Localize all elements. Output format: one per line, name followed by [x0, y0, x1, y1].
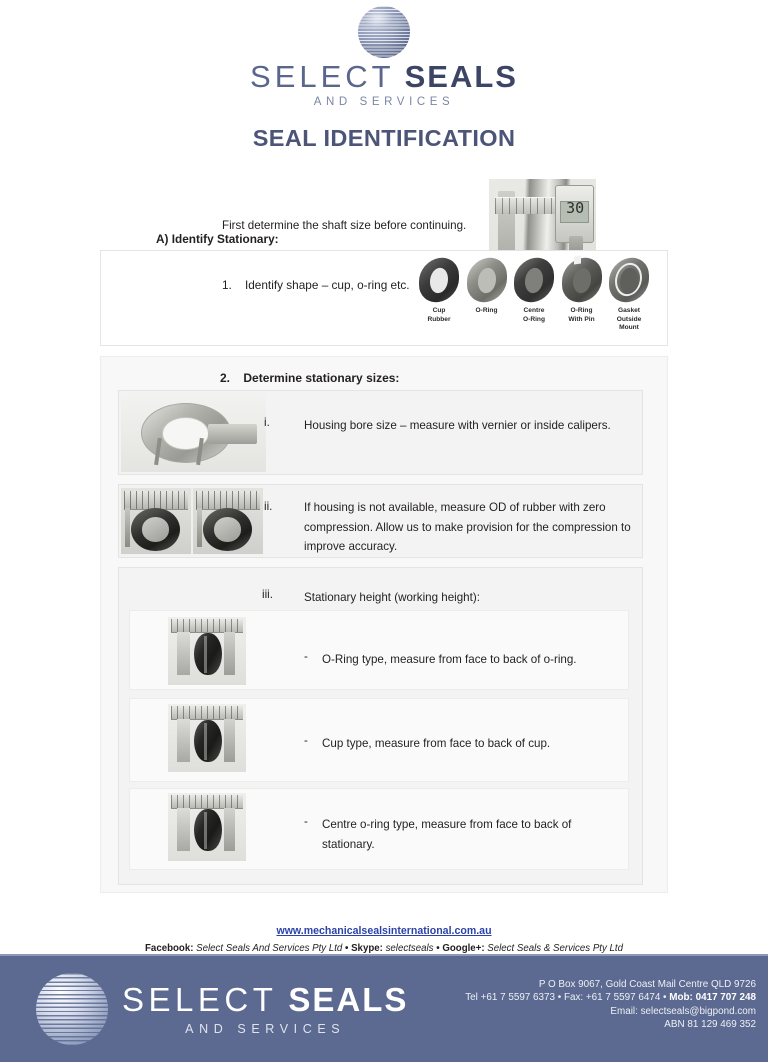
footer-brand-part2: SEALS: [288, 980, 409, 1018]
footer-brand-tagline: AND SERVICES: [185, 1021, 346, 1036]
caliper-right-arm: [224, 632, 235, 676]
height-bullet-3-text: Centre o-ring type, measure from face to back of stationary.: [322, 818, 572, 851]
seal-type-caption: [568, 307, 594, 324]
centre-o-ring-seal-photo: [514, 258, 554, 302]
footer-brand-logo: [36, 973, 408, 1045]
item-ii-marker: ii.: [264, 500, 273, 513]
seal-caption-line2: Rubber: [427, 315, 451, 323]
o-ring-seal-photo: [467, 258, 507, 302]
sphere-logo-icon: [358, 6, 410, 58]
seal-type-item: [466, 258, 508, 316]
footer-abn: ABN 81 129 469 352: [664, 1019, 756, 1031]
height-bullet-1-text: O-Ring type, measure from face to back of o-ring.: [322, 653, 577, 666]
sphere-gloss: [364, 9, 393, 27]
step1-number: 1.: [222, 278, 232, 292]
caliper-beam: [171, 795, 243, 809]
brand-wordmark: [250, 61, 518, 92]
caliper-beam: [171, 706, 243, 720]
seal-caption-line2: Outside Mount: [616, 315, 642, 331]
intro-text: First determine the shaft size before continuing.: [222, 219, 467, 232]
caliper-lcd-screen: [560, 201, 589, 223]
seal-caption-line1: Cup: [432, 307, 446, 314]
cup-height-measurement-photo: [168, 704, 246, 772]
brand-logo: [0, 6, 768, 108]
footer-links: [0, 921, 768, 954]
height-bullet-1-dash: -: [304, 650, 308, 663]
caliper-left-arm: [177, 808, 189, 852]
step2-label: [220, 371, 399, 385]
footer-phone-line: [465, 991, 756, 1004]
rubber-photo-right: [193, 488, 263, 554]
item-iii-text: Stationary height (working height):: [304, 591, 480, 604]
seal-type-item: [418, 258, 460, 324]
section-a-heading: A) Identify Stationary:: [156, 232, 279, 246]
seal-caption-line1: O-Ring: [475, 307, 498, 314]
step2-number: 2.: [220, 371, 231, 385]
separator-1: •: [344, 943, 349, 954]
rubber-seal-shape: [203, 508, 252, 552]
centre-o-ring-height-measurement-photo: [168, 793, 246, 861]
caliper-body: [208, 424, 257, 444]
footer-brand-part1: SELECT: [122, 980, 278, 1018]
separator-2: •: [436, 943, 440, 954]
google-label: Google+:: [442, 943, 485, 954]
footer-contact-block: [465, 978, 756, 1032]
item-ii-text: If housing is not available, measure OD of rubber with zero compression. Allow us to make provision for the compression to improve accuracy.: [304, 501, 631, 553]
caliper-scale-ticks: [171, 619, 243, 632]
footer-wordmark: [122, 980, 409, 1036]
step2-text: Determine stationary sizes:: [243, 371, 400, 385]
seal-type-gallery: [418, 258, 650, 338]
seal-type-item: [608, 258, 650, 333]
step1-text: Identify shape – cup, o-ring etc.: [244, 278, 410, 292]
footer-email: Email: selectseals@bigpond.com: [610, 1005, 756, 1017]
facebook-value: Select Seals And Services Pty Ltd: [196, 943, 343, 954]
seal-type-caption: [608, 307, 650, 333]
housing-bore-caliper-photo: [121, 394, 266, 472]
caliper-scale-ticks: [171, 706, 243, 719]
seal-type-caption: [476, 307, 498, 316]
seal-type-item: [561, 258, 603, 324]
seal-type-caption: [523, 307, 545, 324]
footer-tel-fax: Tel +61 7 5597 6373 • Fax: +61 7 5597 6474 •: [465, 992, 670, 1004]
height-bullet-2-dash: -: [304, 734, 308, 747]
seal-stationary-shape: [194, 720, 222, 762]
rubber-od-measurement-photo: [121, 488, 263, 554]
caliper-scale-ticks: [196, 491, 260, 510]
caliper-jaw: [125, 508, 130, 548]
gasket-outside-mount-seal-photo: [609, 258, 649, 302]
seal-stationary-shape: [194, 633, 222, 675]
caliper-scale-ticks: [124, 491, 188, 510]
caliper-right-arm: [224, 719, 235, 763]
o-ring-with-pin-seal-photo: [562, 258, 602, 302]
caliper-right-arm: [224, 808, 235, 852]
social-line: [0, 943, 768, 954]
caliper-left-arm: [177, 719, 189, 763]
step1-label: [222, 278, 410, 292]
seal-type-item: [513, 258, 555, 324]
seal-caption-line1: Centre: [523, 307, 545, 314]
caliper-beam: [171, 619, 243, 633]
brand-tagline: AND SERVICES: [313, 96, 455, 108]
seal-stationary-shape: [194, 809, 222, 851]
seal-type-caption: [427, 307, 450, 324]
page-header: [0, 0, 768, 152]
caliper-left-arm: [177, 632, 189, 676]
skype-label: Skype:: [351, 943, 383, 954]
o-ring-height-measurement-photo: [168, 617, 246, 685]
caliper-jaw: [197, 508, 202, 548]
sphere-logo-icon: [36, 973, 108, 1045]
website-link[interactable]: www.mechanicalsealsinternational.com.au: [276, 925, 492, 937]
brand-name-part1: SELECT: [250, 59, 395, 94]
seal-caption-line1: O-Ring: [570, 307, 593, 314]
rubber-seal-shape: [131, 508, 180, 552]
caliper-scale-ticks: [171, 795, 243, 808]
footer-address: P O Box 9067, Gold Coast Mail Centre QLD 9726: [538, 979, 756, 990]
google-value: Select Seals & Services Pty Ltd: [487, 943, 623, 954]
height-bullet-2-text: Cup type, measure from face to back of cup.: [322, 737, 551, 750]
footer-bar: [0, 956, 768, 1062]
caliper-display-housing: [555, 185, 594, 243]
item-i-text: Housing bore size – measure with vernier or inside calipers.: [304, 419, 611, 432]
footer-wordmark-line: [122, 980, 409, 1018]
rubber-photo-left: [121, 488, 191, 554]
cup-rubber-seal-photo: [419, 258, 459, 302]
seal-caption-line1: Gasket: [618, 307, 640, 314]
item-iii-marker: iii.: [262, 588, 273, 601]
seal-caption-line2: With Pin: [568, 315, 595, 323]
facebook-label: Facebook:: [145, 943, 194, 954]
brand-name-part2: SEALS: [404, 59, 518, 94]
skype-value: selectseals: [385, 943, 434, 954]
footer-mobile: Mob: 0417 707 248: [669, 992, 756, 1004]
height-bullet-3-dash: -: [304, 815, 308, 828]
item-i-marker: i.: [264, 416, 270, 429]
sphere-stripes: [36, 973, 108, 1045]
page-title: SEAL IDENTIFICATION: [252, 125, 516, 151]
seal-caption-line2: O-Ring: [523, 315, 545, 323]
